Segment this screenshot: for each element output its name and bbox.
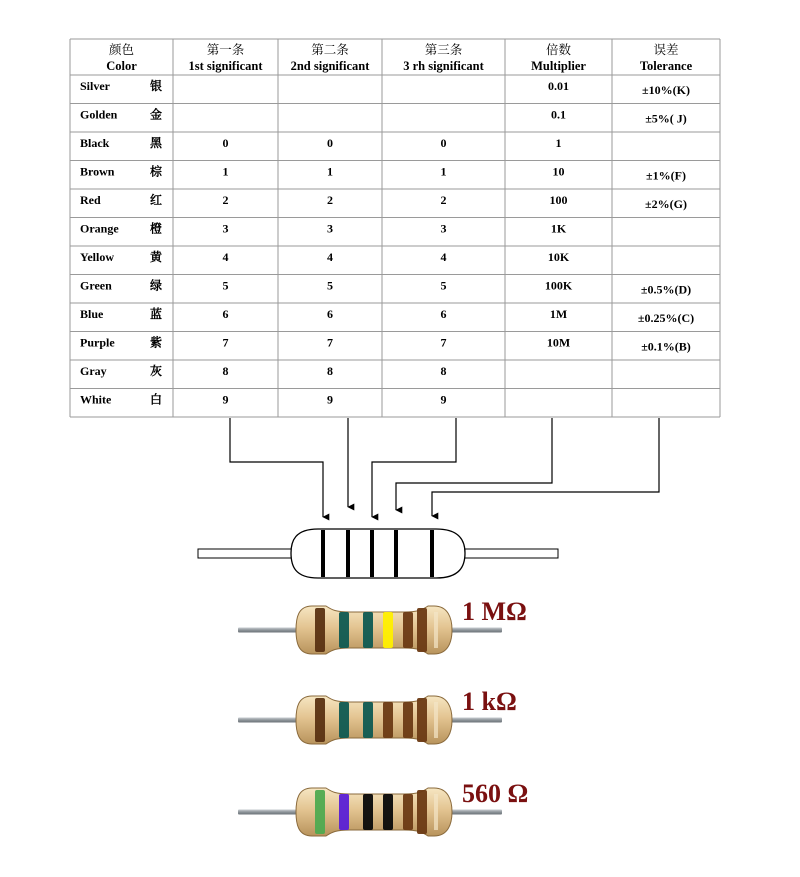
digit-3-cell: 8: [440, 364, 447, 378]
digit-2-cell: 6: [327, 307, 333, 321]
schematic-body: [291, 529, 465, 578]
color-band-3: [363, 794, 373, 830]
color-band-1: [315, 698, 325, 742]
row-color-cn: 金: [150, 107, 163, 122]
color-band-1: [315, 790, 325, 834]
digit-3-cell: 5: [440, 278, 447, 293]
example-resistor-1: [238, 597, 527, 654]
value-label: 560 Ω: [462, 779, 529, 808]
digit-2-cell: 4: [327, 250, 333, 264]
schematic-band-5: [430, 530, 434, 577]
row-color-en: Black: [80, 136, 110, 150]
row-color-cn: 蓝: [150, 307, 163, 321]
color-band-5: [403, 612, 413, 648]
row-color-cn: 灰: [150, 364, 163, 378]
color-band-6: [417, 608, 427, 652]
digit-2-cell: 0: [327, 136, 333, 150]
connector-3rd: [372, 418, 456, 517]
tolerance-cell: ±0.25%(C): [637, 311, 695, 325]
example-resistor-3: [238, 779, 528, 836]
header-en-5: Tolerance: [639, 59, 693, 73]
tolerance-cell: ±5%( J): [645, 111, 687, 126]
digit-3-cell: 3: [440, 221, 447, 236]
color-band-1: [315, 608, 325, 652]
digit-1-cell: 7: [222, 335, 229, 350]
digit-2-cell: 8: [327, 364, 333, 378]
end-cap-highlight: [434, 612, 438, 648]
digit-3-cell: 0: [440, 136, 447, 150]
digit-2-cell: 2: [327, 193, 333, 207]
color-band-2: [339, 794, 349, 830]
digit-2-cell: 5: [327, 278, 333, 293]
row-color-en: Blue: [80, 307, 104, 321]
digit-2-cell: 7: [327, 335, 333, 350]
row-color-en: White: [80, 392, 112, 407]
header-en-0: Color: [106, 59, 137, 73]
row-color-en: Green: [80, 278, 112, 293]
multiplier-cell: 100: [549, 193, 568, 207]
digit-1-cell: 6: [222, 307, 229, 321]
color-band-2: [339, 612, 349, 648]
color-band-3: [363, 702, 373, 738]
multiplier-cell: 1: [555, 136, 562, 150]
schematic-band-3: [370, 530, 374, 577]
row-color-cn: 橙: [150, 221, 163, 236]
example-resistors: [238, 597, 528, 836]
digit-3-cell: 9: [440, 392, 447, 407]
row-color-en: Orange: [80, 221, 119, 236]
row-color-cn: 白: [150, 392, 163, 407]
color-code-table: [70, 39, 720, 417]
digit-1-cell: 4: [222, 250, 229, 264]
value-label: 1 MΩ: [462, 597, 527, 626]
row-color-en: Silver: [80, 79, 110, 93]
value-label: 1 kΩ: [462, 687, 517, 716]
multiplier-cell: 0.01: [548, 79, 569, 93]
color-band-3: [363, 612, 373, 648]
multiplier-cell: 0.1: [551, 107, 566, 122]
digit-1-cell: 2: [222, 193, 229, 207]
connector-1st: [230, 418, 323, 517]
color-band-4: [383, 612, 393, 648]
connector-tolerance: [432, 418, 659, 516]
header-cn-4: 倍数: [545, 43, 572, 57]
header-cn-1: 第一条: [206, 43, 245, 57]
row-color-cn: 银: [150, 79, 163, 93]
multiplier-cell: 10M: [546, 335, 571, 350]
header-cn-0: 颜色: [108, 43, 135, 57]
header-cn-5: 误差: [653, 43, 679, 57]
row-color-cn: 棕: [150, 164, 163, 179]
color-band-2: [339, 702, 349, 738]
row-color-en: Gray: [80, 364, 107, 378]
color-band-5: [403, 794, 413, 830]
row-color-cn: 黄: [150, 250, 163, 264]
multiplier-cell: 100K: [544, 278, 573, 293]
connector-multiplier: [396, 418, 552, 510]
tolerance-cell: ±0.1%(B): [641, 339, 691, 354]
digit-3-cell: 6: [440, 307, 447, 321]
lead-left: [238, 718, 302, 723]
band-connector-lines: [230, 418, 659, 517]
lead-left: [238, 810, 302, 815]
color-band-6: [417, 698, 427, 742]
digit-3-cell: 4: [440, 250, 447, 264]
digit-1-cell: 0: [222, 136, 229, 150]
header-cn-2: 第二条: [311, 43, 349, 57]
digit-1-cell: 8: [222, 364, 229, 378]
schematic-lead-left: [198, 549, 293, 558]
header-en-3: 3 rh significant: [403, 59, 484, 73]
schematic-band-1: [321, 530, 325, 577]
multiplier-cell: 10: [552, 164, 565, 179]
digit-1-cell: 3: [222, 221, 229, 236]
schematic-lead-right: [463, 549, 558, 558]
digit-1-cell: 9: [222, 392, 229, 407]
tolerance-cell: ±10%(K): [642, 83, 690, 97]
tolerance-cell: ±1%(F): [646, 168, 686, 183]
row-color-cn: 黑: [150, 136, 163, 150]
row-color-en: Purple: [80, 335, 115, 350]
row-color-en: Yellow: [80, 250, 114, 264]
multiplier-cell: 10K: [547, 250, 570, 264]
end-cap-highlight: [434, 702, 438, 738]
schematic-band-4: [394, 530, 398, 577]
digit-1-cell: 5: [222, 278, 229, 293]
row-color-cn: 绿: [150, 278, 163, 293]
end-cap-highlight: [434, 794, 438, 830]
row-color-cn: 红: [150, 193, 163, 207]
schematic-band-2: [346, 530, 350, 577]
color-band-5: [403, 702, 413, 738]
row-color-cn: 紫: [150, 335, 163, 350]
tolerance-cell: ±2%(G): [645, 197, 687, 211]
header-en-2: 2nd significant: [290, 59, 370, 73]
digit-2-cell: 3: [327, 221, 333, 236]
tolerance-cell: ±0.5%(D): [640, 282, 692, 297]
digit-3-cell: 2: [440, 193, 447, 207]
color-band-6: [417, 790, 427, 834]
digit-3-cell: 1: [440, 164, 447, 179]
multiplier-cell: 1K: [550, 221, 567, 236]
digit-2-cell: 9: [327, 392, 333, 407]
row-color-en: Red: [80, 193, 101, 207]
digit-2-cell: 1: [327, 164, 333, 179]
schematic-resistor: [198, 529, 558, 578]
row-color-en: Brown: [80, 164, 115, 179]
color-band-4: [383, 702, 393, 738]
header-cn-3: 第三条: [424, 43, 463, 57]
example-resistor-2: [238, 687, 517, 744]
color-band-4: [383, 794, 393, 830]
digit-3-cell: 7: [440, 335, 447, 350]
digit-1-cell: 1: [222, 164, 229, 179]
row-color-en: Golden: [80, 107, 118, 122]
header-en-4: Multiplier: [531, 59, 586, 73]
multiplier-cell: 1M: [549, 307, 568, 321]
header-en-1: 1st significant: [188, 59, 263, 73]
lead-left: [238, 628, 302, 633]
